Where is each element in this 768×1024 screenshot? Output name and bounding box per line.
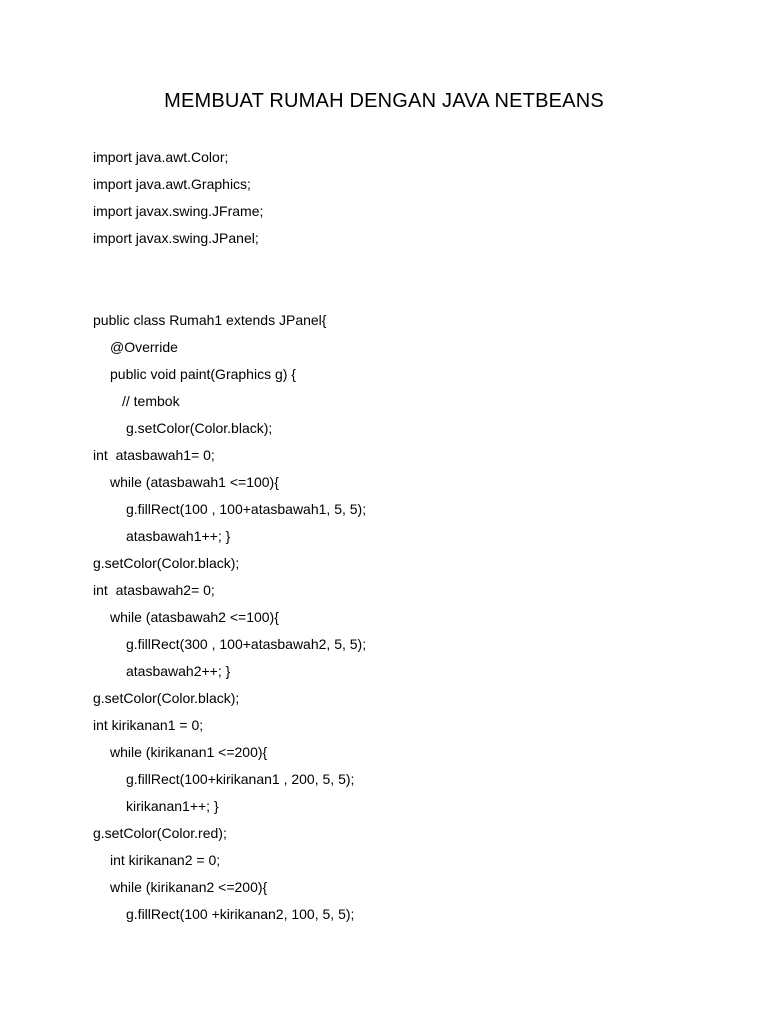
code-line: import javax.swing.JFrame;: [93, 203, 264, 219]
code-line: g.fillRect(100 +kirikanan2, 100, 5, 5);: [126, 906, 355, 922]
code-line: public void paint(Graphics g) {: [110, 366, 296, 382]
code-line: while (kirikanan2 <=200){: [110, 879, 268, 895]
code-line: g.setColor(Color.black);: [93, 690, 240, 706]
code-line: int atasbawah2= 0;: [93, 582, 215, 598]
code-line: while (atasbawah1 <=100){: [110, 474, 279, 490]
code-line: import java.awt.Graphics;: [93, 176, 251, 192]
code-line: while (atasbawah2 <=100){: [110, 609, 279, 625]
code-line: int kirikanan2 = 0;: [110, 852, 221, 868]
code-comment: // tembok: [122, 393, 180, 409]
code-line: g.setColor(Color.red);: [93, 825, 227, 841]
code-line: atasbawah1++; }: [126, 528, 231, 544]
code-line: import javax.swing.JPanel;: [93, 230, 259, 246]
code-line: int atasbawah1= 0;: [93, 447, 215, 463]
code-line: g.fillRect(300 , 100+atasbawah2, 5, 5);: [126, 636, 367, 652]
code-line: g.fillRect(100 , 100+atasbawah1, 5, 5);: [126, 501, 367, 517]
code-line: while (kirikanan1 <=200){: [110, 744, 268, 760]
code-line: int kirikanan1 = 0;: [93, 717, 204, 733]
code-line: atasbawah2++; }: [126, 663, 231, 679]
code-line: g.setColor(Color.black);: [93, 555, 240, 571]
code-line: import java.awt.Color;: [93, 149, 229, 165]
code-line: @Override: [110, 339, 178, 355]
code-line: public class Rumah1 extends JPanel{: [93, 312, 327, 328]
code-line: kirikanan1++; }: [126, 798, 219, 814]
document-title: MEMBUAT RUMAH DENGAN JAVA NETBEANS: [164, 90, 604, 112]
code-line: g.fillRect(100+kirikanan1 , 200, 5, 5);: [126, 771, 355, 787]
code-line: g.setColor(Color.black);: [126, 420, 273, 436]
